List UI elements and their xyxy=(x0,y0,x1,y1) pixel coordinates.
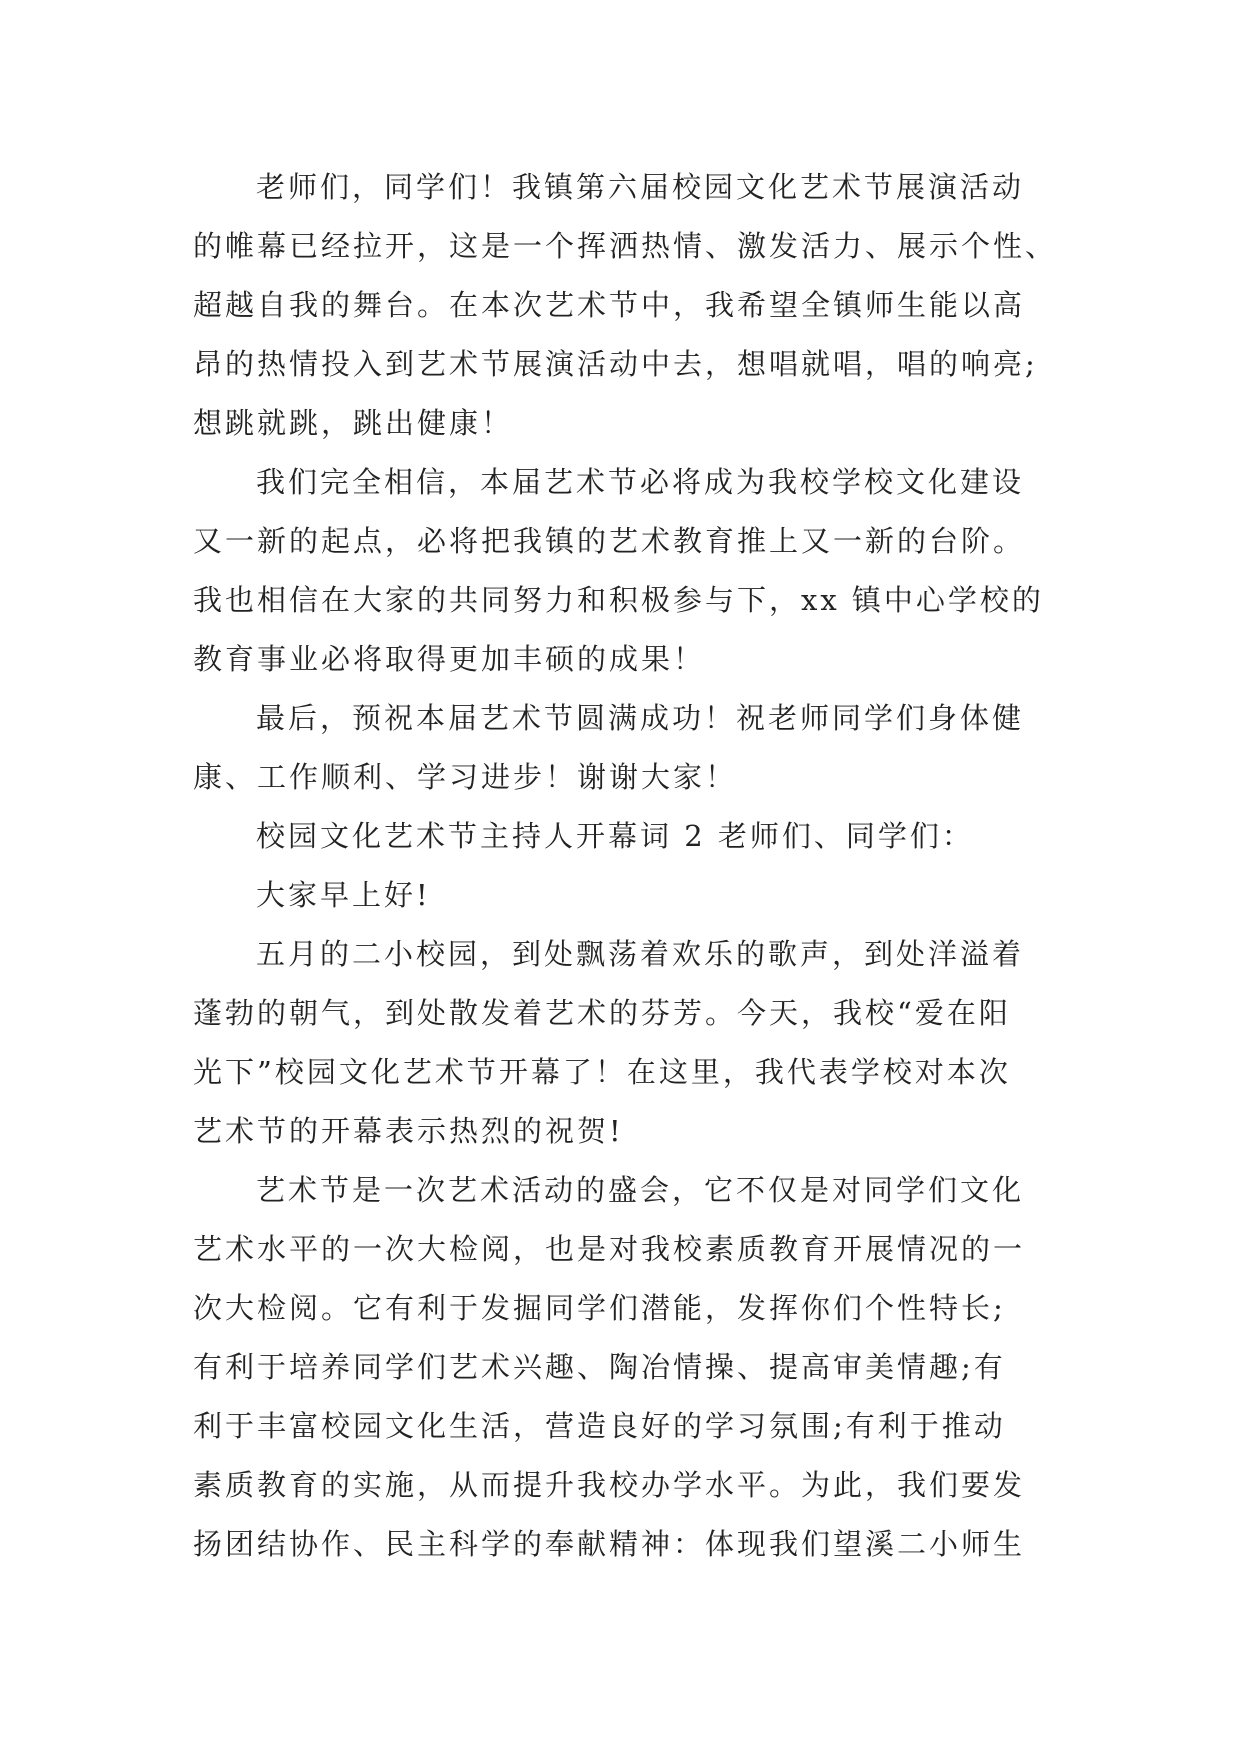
text-line: 蓬勃的朝气，到处散发着艺术的芬芳。今天，我校“爱在阳 xyxy=(193,996,1011,1030)
text-line: 艺术节是一次艺术活动的盛会，它不仅是对同学们文化 xyxy=(256,1173,1025,1207)
text-line: 最后，预祝本届艺术节圆满成功！祝老师同学们身体健 xyxy=(256,701,1025,735)
text-line: 素质教育的实施，从而提升我校办学水平。为此，我们要发 xyxy=(193,1468,1026,1502)
text-line: 有利于培养同学们艺术兴趣、陶冶情操、提高审美情趣;有 xyxy=(193,1350,1006,1384)
text-line: 我也相信在大家的共同努力和积极参与下，xx 镇中心学校的 xyxy=(193,583,1044,617)
text-line: 康、工作顺利、学习进步！谢谢大家！ xyxy=(193,760,738,794)
document-body xyxy=(193,158,1058,1574)
text-line: 利于丰富校园文化生活，营造良好的学习氛围;有利于推动 xyxy=(193,1409,1006,1443)
text-line: 次大检阅。它有利于发掘同学们潜能，发挥你们个性特长; xyxy=(193,1291,1006,1325)
text-line: 想跳就跳，跳出健康！ xyxy=(193,406,514,440)
text-line: 超越自我的舞台。在本次艺术节中，我希望全镇师生能以高 xyxy=(193,288,1026,322)
text-line: 的帷幕已经拉开，这是一个挥洒热情、激发活力、展示个性、 xyxy=(193,229,1058,263)
text-line: 我们完全相信，本届艺术节必将成为我校学校文化建设 xyxy=(256,465,1025,499)
text-line: 校园文化艺术节主持人开幕词 2 老师们、同学们： xyxy=(256,819,974,853)
text-line: 昂的热情投入到艺术节展演活动中去，想唱就唱，唱的响亮; xyxy=(193,347,1038,381)
text-line: 艺术水平的一次大检阅，也是对我校素质教育开展情况的一 xyxy=(193,1232,1026,1266)
text-line: 扬团结协作、民主科学的奉献精神：体现我们望溪二小师生 xyxy=(193,1527,1026,1561)
text-line: 大家早上好! xyxy=(256,878,431,912)
text-line: 教育事业必将取得更加丰硕的成果！ xyxy=(193,642,706,676)
text-line: 艺术节的开幕表示热烈的祝贺! xyxy=(193,1114,624,1148)
text-line: 五月的二小校园，到处飘荡着欢乐的歌声，到处洋溢着 xyxy=(256,937,1025,971)
text-line: 又一新的起点，必将把我镇的艺术教育推上又一新的台阶。 xyxy=(193,524,1026,558)
text-line: 老师们，同学们！我镇第六届校园文化艺术节展演活动 xyxy=(256,170,1025,204)
text-line: 光下”校园文化艺术节开幕了！在这里，我代表学校对本次 xyxy=(193,1055,1011,1089)
